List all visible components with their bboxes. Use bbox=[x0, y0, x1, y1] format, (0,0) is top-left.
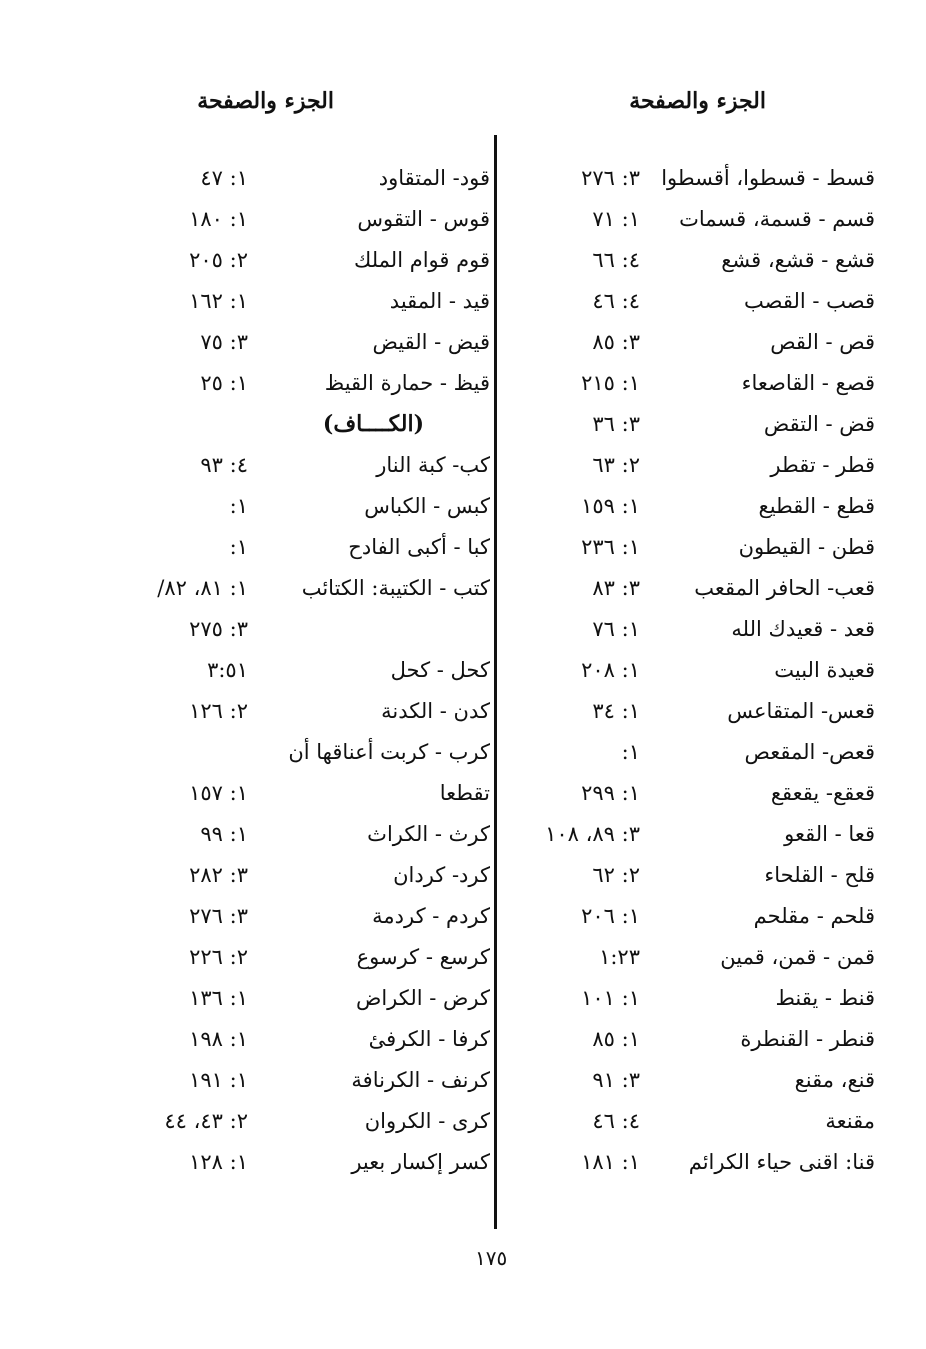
entry-term: كبس - الكباس bbox=[364, 494, 490, 518]
entry-volume-page: ٣: ٧٥ bbox=[200, 330, 248, 354]
entry-volume-page: ١: ١٦٢ bbox=[189, 289, 248, 313]
index-entry bbox=[515, 404, 875, 445]
entry-term: قسط - قسطوا، أقسطوا bbox=[661, 166, 875, 190]
entry-term: قعا - القعو bbox=[784, 822, 875, 846]
entry-volume-page: ٣:٥١ bbox=[207, 658, 248, 682]
entry-term: كرسع - كرسوع bbox=[356, 945, 490, 969]
entry-term: قنطر - القنطرة bbox=[740, 1027, 875, 1051]
entry-volume-page: ١:٢٣ bbox=[599, 945, 640, 969]
entry-term: كرض - الكراض bbox=[355, 986, 490, 1010]
entry-term: قعص- المقعص bbox=[744, 740, 875, 764]
entry-volume-page: ٤: ٩٣ bbox=[200, 453, 248, 477]
index-entry bbox=[515, 773, 875, 814]
index-entry bbox=[515, 896, 875, 937]
index-entry bbox=[105, 978, 490, 1019]
entry-term: قمن - قمن، قمين bbox=[720, 945, 875, 969]
entry-volume-page: ١: ٧١ bbox=[592, 207, 640, 231]
entry-term: قنع، مقنع bbox=[794, 1068, 875, 1092]
entry-volume-page: ١: ٢٣٦ bbox=[581, 535, 640, 559]
index-entry bbox=[515, 1019, 875, 1060]
index-entry bbox=[105, 363, 490, 404]
entry-term: قصع - القاصعاء bbox=[741, 371, 875, 395]
entry-volume-page: ٢: ٢٢٦ bbox=[189, 945, 248, 969]
entry-volume-page: ١: ٢٩٩ bbox=[581, 781, 640, 805]
index-entry bbox=[515, 527, 875, 568]
index-entry bbox=[105, 158, 490, 199]
entry-term: مقنعة bbox=[825, 1109, 875, 1133]
index-entry bbox=[105, 1142, 490, 1183]
index-entry bbox=[105, 937, 490, 978]
index-entry bbox=[105, 445, 490, 486]
entry-term: كرى - الكروان bbox=[364, 1109, 490, 1133]
entry-volume-page: ٤: ٤٦ bbox=[592, 1109, 640, 1133]
entry-volume-page: ١: ١٥٩ bbox=[581, 494, 640, 518]
entry-term: كرد- كردان bbox=[393, 863, 490, 887]
index-entry bbox=[105, 691, 490, 732]
entry-term: قيض - القيض bbox=[372, 330, 490, 354]
entry-volume-page: ٣: ٣٦ bbox=[592, 412, 640, 436]
entry-volume-page: ١: bbox=[229, 535, 248, 559]
index-entry bbox=[105, 404, 490, 445]
index-entry bbox=[515, 1060, 875, 1101]
index-entry bbox=[515, 158, 875, 199]
entry-volume-page: ٣: ٨٩، ١٠٨ bbox=[545, 822, 640, 846]
right-column bbox=[515, 158, 875, 1218]
entry-term: قض - التقض bbox=[763, 412, 875, 436]
index-entry bbox=[105, 773, 490, 814]
index-entry bbox=[515, 937, 875, 978]
index-entry bbox=[515, 814, 875, 855]
index-entry bbox=[105, 1060, 490, 1101]
entry-volume-page: ١: ٤٧ bbox=[200, 166, 248, 190]
entry-volume-page: ٣: ٢٧٦ bbox=[581, 166, 640, 190]
entry-volume-page: ١: ١٠١ bbox=[581, 986, 640, 1010]
entry-volume-page: ١: ١٩١ bbox=[189, 1068, 248, 1092]
left-column bbox=[105, 158, 490, 1218]
entry-term: قيظ - حمارة القيظ bbox=[324, 371, 490, 395]
entry-term: كدن - الكدنة bbox=[381, 699, 490, 723]
index-entry bbox=[515, 322, 875, 363]
entry-volume-page: ٣: ٨٥ bbox=[592, 330, 640, 354]
entry-term: كب- كبة النار bbox=[376, 453, 490, 477]
index-entry bbox=[515, 240, 875, 281]
index-entry bbox=[515, 486, 875, 527]
entry-term: قطر - تقطر bbox=[770, 453, 875, 477]
entry-term: قنا: اقنى حياء الكرائم bbox=[688, 1150, 875, 1174]
index-entry bbox=[105, 814, 490, 855]
entry-term: قلحم - مقلحم bbox=[753, 904, 875, 928]
entry-volume-page: ١: ٨٥ bbox=[592, 1027, 640, 1051]
entry-volume-page: ١: ١٣٦ bbox=[189, 986, 248, 1010]
index-entry bbox=[105, 650, 490, 691]
entry-volume-page: ٢: ١٢٦ bbox=[189, 699, 248, 723]
index-entry bbox=[515, 691, 875, 732]
index-entry bbox=[105, 1101, 490, 1142]
entry-volume-page: ٢: ٦٣ bbox=[592, 453, 640, 477]
entry-term: كبا - أكبى الفادح bbox=[348, 535, 490, 559]
entry-term: قص - القص bbox=[770, 330, 875, 354]
entry-volume-page: ١: ٨١، ٨٢/ bbox=[157, 576, 248, 600]
entry-term: قعد - قعيدك الله bbox=[731, 617, 875, 641]
entry-term: كتب - الكتيبة: الكتائب bbox=[301, 576, 490, 600]
entry-volume-page: ١: bbox=[621, 740, 640, 764]
entry-term: كحل - كحل bbox=[390, 658, 490, 682]
index-entry bbox=[515, 650, 875, 691]
entry-volume-page: ١: ١٥٧ bbox=[189, 781, 248, 805]
index-entry bbox=[105, 609, 490, 650]
index-entry bbox=[105, 732, 490, 773]
entry-term: قنط - يقنط bbox=[775, 986, 875, 1010]
index-entry bbox=[105, 568, 490, 609]
section-heading: (الكــــاف) bbox=[322, 411, 424, 437]
index-entry bbox=[105, 199, 490, 240]
column-divider bbox=[494, 135, 497, 1229]
entry-volume-page: ١: bbox=[229, 494, 248, 518]
entry-term: قصب - القصب bbox=[743, 289, 875, 313]
entry-volume-page: ٢: ٢٠٥ bbox=[189, 248, 248, 272]
index-entry bbox=[105, 896, 490, 937]
entry-term: قوم قوام الملك bbox=[354, 248, 490, 272]
page-number: ١٧٥ bbox=[475, 1246, 508, 1270]
left-column-header: الجزء والصفحة bbox=[197, 88, 334, 114]
entry-term: كرب - كربت أعناقها أن bbox=[288, 740, 490, 764]
index-entry bbox=[515, 1142, 875, 1183]
index-entry bbox=[105, 855, 490, 896]
entry-term: تقطعا bbox=[439, 781, 490, 805]
entry-volume-page: ١: ١٨١ bbox=[581, 1150, 640, 1174]
entry-volume-page: ١: ٢٠٨ bbox=[581, 658, 640, 682]
index-entry bbox=[515, 568, 875, 609]
entry-volume-page: ٣: ٢٧٦ bbox=[189, 904, 248, 928]
entry-term: كرفا - الكرفئ bbox=[368, 1027, 490, 1051]
right-column-header: الجزء والصفحة bbox=[629, 88, 766, 114]
entry-term: قسم - قسمة، قسمات bbox=[679, 207, 875, 231]
index-entry bbox=[105, 322, 490, 363]
entry-volume-page: ١: ١٩٨ bbox=[189, 1027, 248, 1051]
index-entry bbox=[515, 281, 875, 322]
entry-term: قعيدة البيت bbox=[774, 658, 875, 682]
entry-term: قطع - القطيع bbox=[758, 494, 875, 518]
index-entry bbox=[105, 240, 490, 281]
entry-term: قعس- المتقاعس bbox=[727, 699, 875, 723]
entry-term: كرنف - الكرنافة bbox=[351, 1068, 490, 1092]
entry-volume-page: ٣: ٢٨٢ bbox=[189, 863, 248, 887]
entry-volume-page: ٢: ٦٢ bbox=[592, 863, 640, 887]
entry-volume-page: ١: ٣٤ bbox=[592, 699, 640, 723]
entry-term: كسر إكسار بعير bbox=[351, 1150, 490, 1174]
entry-term: قلح - القلحاء bbox=[764, 863, 875, 887]
index-entry bbox=[515, 363, 875, 404]
entry-term: قيد - المقيد bbox=[389, 289, 490, 313]
entry-term: كرث - الكراث bbox=[367, 822, 490, 846]
entry-volume-page: ٢: ٤٣، ٤٤ bbox=[164, 1109, 248, 1133]
entry-term: قطن - القيطون bbox=[738, 535, 875, 559]
entry-volume-page: ١: ٢٥ bbox=[200, 371, 248, 395]
entry-volume-page: ٣: ٢٧٥ bbox=[189, 617, 248, 641]
entry-term: قعقع- يقعقع bbox=[770, 781, 875, 805]
entry-volume-page: ١: ٢٠٦ bbox=[581, 904, 640, 928]
entry-volume-page: ١: ٢١٥ bbox=[581, 371, 640, 395]
index-entry bbox=[105, 486, 490, 527]
entry-volume-page: ٣: ٩١ bbox=[592, 1068, 640, 1092]
index-entry bbox=[105, 1019, 490, 1060]
entry-volume-page: ١: ٩٩ bbox=[200, 822, 248, 846]
index-entry bbox=[105, 527, 490, 568]
entry-volume-page: ٣: ٨٣ bbox=[592, 576, 640, 600]
index-entry bbox=[515, 978, 875, 1019]
entry-term: قوس - التقوس bbox=[357, 207, 490, 231]
entry-volume-page: ١: ١٨٠ bbox=[189, 207, 248, 231]
entry-term: قود- المتقاود bbox=[378, 166, 490, 190]
index-entry bbox=[515, 609, 875, 650]
entry-term: قشع - قشع، قشع bbox=[721, 248, 875, 272]
index-entry bbox=[105, 281, 490, 322]
entry-volume-page: ٤: ٦٦ bbox=[592, 248, 640, 272]
entry-term: كردم - كردمة bbox=[372, 904, 490, 928]
entry-term: قعب- الحافر المقعب bbox=[694, 576, 875, 600]
entry-volume-page: ١: ٧٦ bbox=[592, 617, 640, 641]
index-entry bbox=[515, 855, 875, 896]
index-entry bbox=[515, 445, 875, 486]
entry-volume-page: ٤: ٤٦ bbox=[592, 289, 640, 313]
index-entry bbox=[515, 1101, 875, 1142]
index-entry bbox=[515, 199, 875, 240]
index-entry bbox=[515, 732, 875, 773]
entry-volume-page: ١: ١٢٨ bbox=[189, 1150, 248, 1174]
